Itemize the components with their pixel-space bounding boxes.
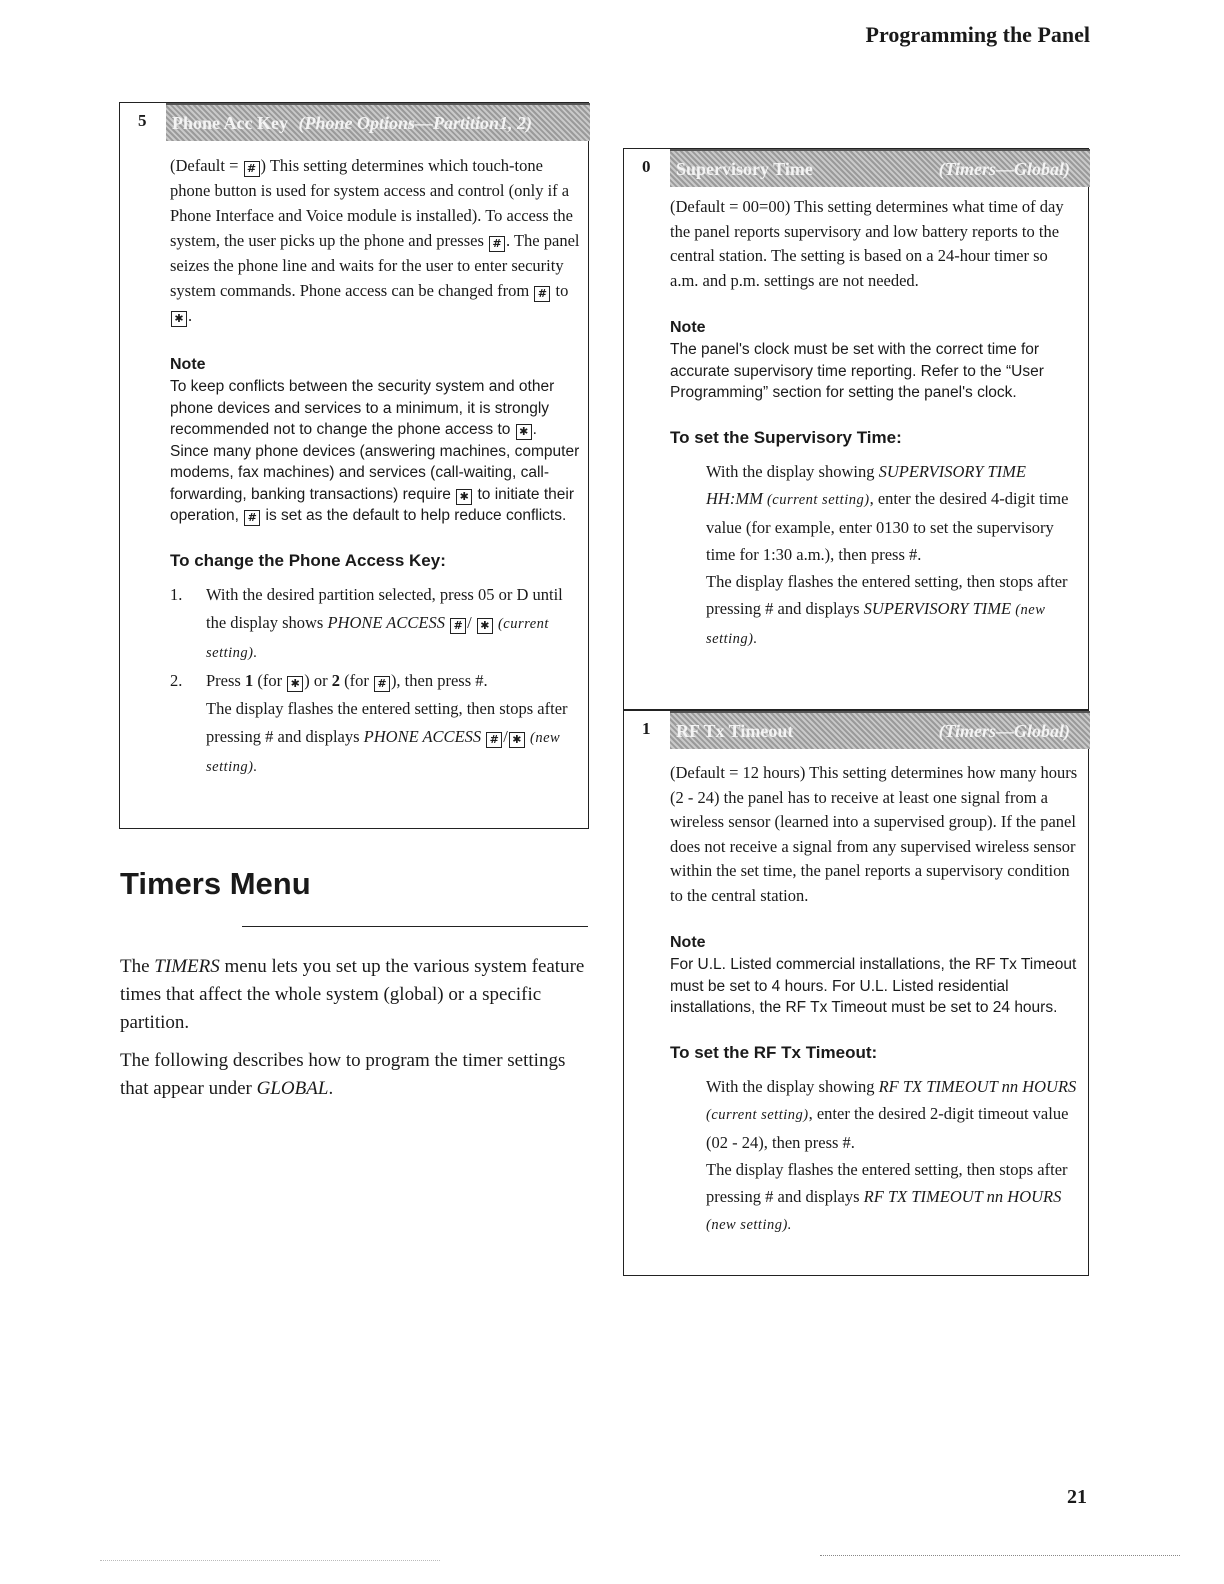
procedure-heading: To change the Phone Access Key: [170,550,446,570]
star-key-icon: ✱ [456,489,472,505]
pound-key-icon: # [489,236,505,252]
box-title-bar [166,103,590,141]
pound-key-icon: # [450,618,466,634]
scan-artifact [100,1560,440,1561]
note-text: The panel's clock must be set with the correct time for accurate supervisory time reporting. Refer to the “User Programming” section for setting the panel's clock. [670,341,1044,401]
procedure-instruction: With the display showing RF TX TIMEOUT nn HOURS (current setting), enter the desired 2-digit timeout value (02 - 24), then press #. The display flashes the entered setting, then stops after pressing # and displays RF TX TIMEOUT nn HOURS (new setting). [706,1076,1077,1233]
box-title: Phone Acc Key [172,113,288,133]
star-key-icon: ✱ [509,732,525,748]
note-label: Note [670,319,706,336]
procedure-step-2: 2. Press 1 (for ✱ ) or 2 (for # ), then press #. The display flashes the entered setting, then stops after pressing # and displays PHONE ACCESS # / ✱ (new setting). [170,670,568,775]
description-paragraph: (Default = 00=00) This setting determines what time of day the panel reports supervisory and low battery reports to the central station. The setting is based on a 24-hour timer so a.m. and p.m. settings are not needed. [670,197,1064,290]
supervisory-time-box [623,148,1089,710]
rf-tx-timeout-box [623,710,1089,1276]
star-key-icon: ✱ [287,676,303,692]
box-title-bar [670,149,1090,187]
box-header [624,711,1088,747]
star-key-icon: ✱ [477,618,493,634]
procedure-instruction: With the display showing SUPERVISORY TIME HH:MM (current setting), enter the desired 4-digit time value (for example, enter 0130 to set the supervisory time for 1:30 a.m.), then press #. The display flashes the entered setting, then stops after pressing # and displays SUPERVISORY TIME (new setting). [706,461,1069,647]
note-label: Note [670,934,706,951]
intro-paragraph-2: The following describes how to program the timer settings that appear under GLOBAL. [120,1050,566,1099]
note-text: To keep conflicts between the security system and other phone devices and services to a minimum, it is strongly recommended not to change the phone access to ✱ . Since many phone devices (answering machines, computer modems, fax machines) and services (call-waiting, call-forwarding, banking transactions) require ✱ to initiate their operation, # is set as the default to help reduce conflicts. [170,378,580,524]
pound-key-icon: # [244,510,260,526]
box-number: 1 [642,719,651,738]
box-header [624,149,1088,185]
procedure-heading: To set the RF Tx Timeout: [670,1042,878,1062]
intro-paragraph-1: The TIMERS menu lets you set up the various system feature times that affect the whole system (global) or a specific partition. [120,956,585,1033]
note-text: For U.L. Listed commercial installations, the RF Tx Timeout must be set to 4 hours. For U.L. Listed residential installations, the RF Tx Timeout must be set to 24 hours. [670,956,1077,1016]
box-header [120,103,588,139]
pound-key-icon: # [534,286,550,302]
description-paragraph: (Default = # ) This setting determines which touch-tone phone button is used for system access and control (only if a Phone Interface and Voice module is installed). To access the system, the user picks up the phone and presses # . The panel seizes the phone line and waits for the user to enter security system commands. Phone access can be changed from # to ✱ . [170,156,580,325]
box-subtitle: (Timers—Global) [938,159,1070,179]
note-label: Note [170,356,206,373]
page-header-title: Programming the Panel [865,22,1090,47]
box-subtitle: (Timers—Global) [938,721,1070,741]
procedure-step-1: 1. With the desired partition selected, press 05 or D until the display shows PHONE ACCESS # / ✱ (current setting). [170,584,563,661]
box-title: RF Tx Timeout [676,721,794,741]
box-title-bar [670,711,1090,749]
phone-access-key-box [119,102,589,829]
page-number: 21 [1067,1486,1087,1508]
description-paragraph: (Default = 12 hours) This setting determines how many hours (2 - 24) the panel has to receive at least one signal from a wireless sensor (learned into a supervised group). If the panel does not receive a signal from any supervised wireless sensor within the set time, the panel reports a supervisory condition to the central station. [670,763,1078,905]
box-subtitle: (Phone Options—Partition1, 2) [298,113,533,133]
box-number: 0 [642,157,651,176]
pound-key-icon: # [486,732,502,748]
procedure-heading: To set the Supervisory Time: [670,427,902,447]
box-title: Supervisory Time [676,159,813,179]
section-title: Timers Menu [120,866,311,901]
star-key-icon: ✱ [516,424,532,440]
pound-key-icon: # [244,161,260,177]
scan-artifact [820,1555,1180,1556]
star-key-icon: ✱ [171,311,187,327]
section-divider [242,926,588,927]
pound-key-icon: # [374,676,390,692]
box-number: 5 [138,111,147,130]
